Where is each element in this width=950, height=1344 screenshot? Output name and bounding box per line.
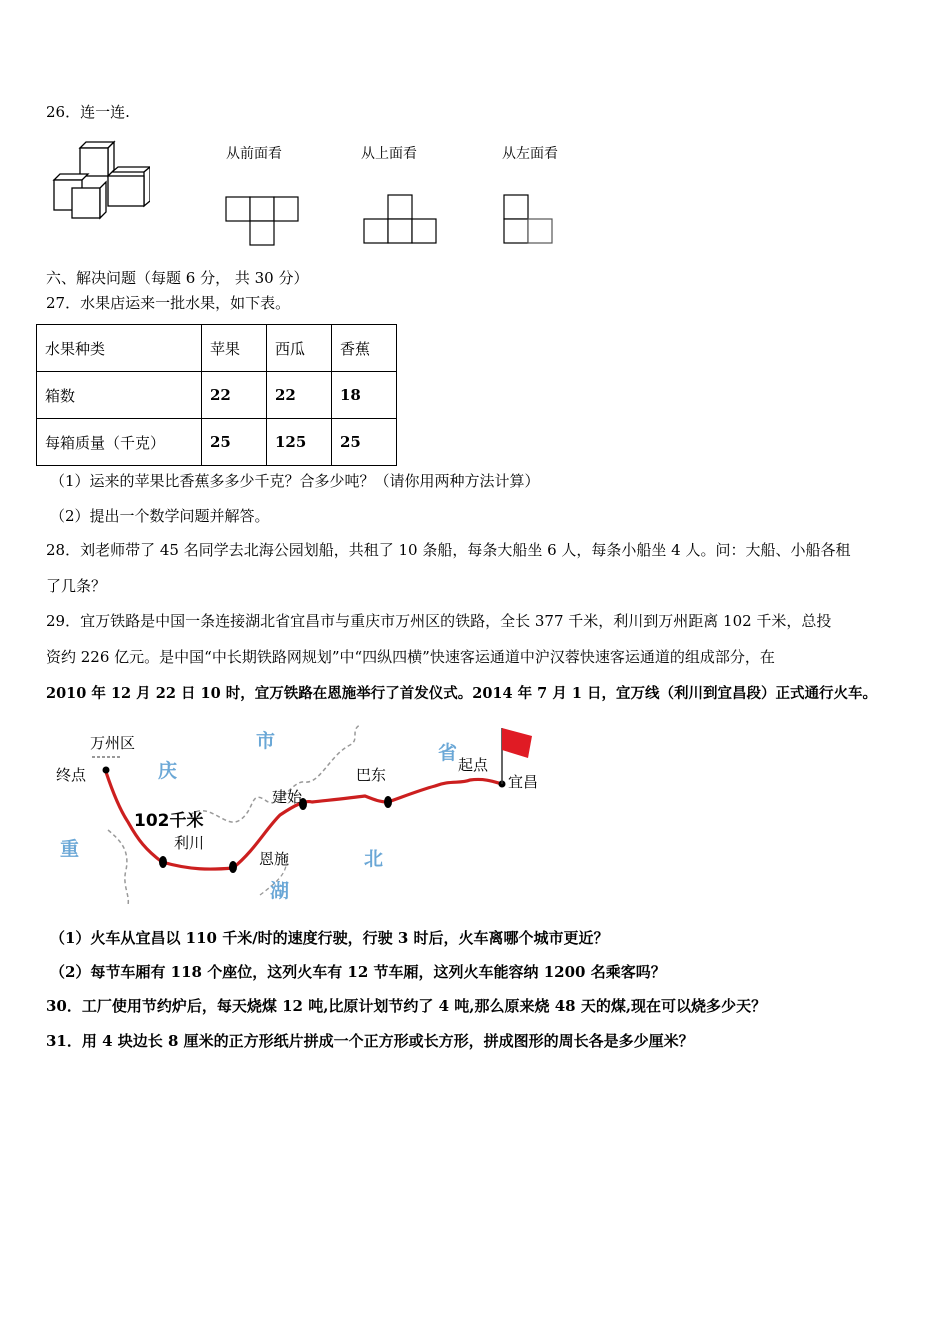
map-label-bei: 北 [364, 848, 384, 870]
q29-line2: 资约 226 亿元。是中国“中长期铁路网规划”中“四纵四横”快速客运通道中沪汉蓉快速客运通道的组成部分，在 [46, 648, 775, 666]
map-label-lichuan: 利川 [174, 834, 205, 852]
view-label-left: 从左面看 [502, 146, 558, 162]
q28-line2: 了几条？ [46, 577, 107, 595]
q27-sub2: （2）提出一个数学问题并解答。 [50, 507, 270, 525]
table-cell: 22 [202, 372, 267, 419]
table-cell: 18 [332, 372, 397, 419]
table-cell: 22 [267, 372, 332, 419]
table-row [37, 419, 397, 466]
top-view-figure [362, 193, 440, 247]
map-label-chong: 重 [60, 838, 80, 860]
front-view-figure [224, 195, 302, 247]
table-cell: 水果种类 [37, 325, 202, 372]
railway-map [50, 720, 550, 910]
map-label-badong: 巴东 [356, 766, 387, 784]
q29-sub1: （1）火车从宜昌以 110 千米/时的速度行驶，行驶 3 时后，火车离哪个城市更近？ [50, 929, 609, 947]
map-label-wanzhou: 万州区 [90, 734, 136, 752]
fruit-table [36, 324, 397, 466]
section-6-title: 六、解决问题（每题 6 分， 共 30 分） [46, 269, 309, 287]
q27-sub1: （1）运来的苹果比香蕉多多少千克？合多少吨？（请你用两种方法计算） [50, 472, 540, 490]
table-cell: 每箱质量（千克） [37, 419, 202, 466]
left-view-figure [502, 193, 556, 247]
q27-title: 27．水果店运来一批水果，如下表。 [46, 294, 291, 312]
table-cell: 125 [267, 419, 332, 466]
table-cell: 25 [332, 419, 397, 466]
view-label-top: 从上面看 [361, 146, 417, 162]
table-cell: 香蕉 [332, 325, 397, 372]
q29-sub2: （2）每节车厢有 118 个座位，这列火车有 12 节车厢，这列火车能容纳 1200 名乘客吗？ [50, 963, 666, 981]
station-wanzhou [103, 767, 110, 774]
station-enshi [229, 861, 237, 873]
map-label-distance: 102千米 [134, 811, 204, 831]
map-label-start: 起点 [458, 756, 489, 774]
table-row [37, 372, 397, 419]
map-label-end: 终点 [56, 766, 87, 784]
province-border [108, 830, 128, 905]
q30-text: 30．工厂使用节约炉后，每天烧煤 12 吨,比原计划节约了 4 吨,那么原来烧 48 天的煤,现在可以烧多少天？ [46, 997, 767, 1015]
station-lichuan [159, 856, 167, 868]
q31-text: 31．用 4 块边长 8 厘米的正方形纸片拼成一个正方形或长方形，拼成图形的周长各是多少厘米？ [46, 1032, 694, 1050]
table-cell: 25 [202, 419, 267, 466]
table-row [37, 325, 397, 372]
map-label-hu: 湖 [270, 880, 290, 902]
q29-line3: 2010 年 12 月 22 日 10 时，宜万铁路在恩施举行了首发仪式。2014 年 7 月 1 日，宜万线（利川到宜昌段）正式通行火车。 [46, 685, 877, 702]
table-cell: 箱数 [37, 372, 202, 419]
station-badong [384, 796, 392, 808]
q28-line1: 28．刘老师带了 45 名同学去北海公园划船，共租了 10 条船，每条大船坐 6 人，每条小船坐 4 人。问：大船、小船各租 [46, 541, 851, 559]
view-label-front: 从前面看 [226, 146, 282, 162]
table-cell: 西瓜 [267, 325, 332, 372]
cube-stack-figure [50, 140, 150, 222]
map-label-sheng: 省 [438, 742, 458, 764]
flag-icon [502, 728, 532, 758]
map-label-enshi: 恩施 [259, 850, 290, 868]
map-label-yichang: 宜昌 [508, 773, 539, 791]
q29-line1: 29．宜万铁路是中国一条连接湖北省宜昌市与重庆市万州区的铁路，全长 377 千米，利川到万州距离 102 千米，总投 [46, 612, 832, 630]
map-label-jianshi: 建始 [272, 788, 303, 806]
q26-title: 26．连一连. [46, 103, 130, 121]
map-label-qing: 庆 [158, 760, 178, 782]
table-cell: 苹果 [202, 325, 267, 372]
map-label-shi: 市 [256, 730, 276, 752]
